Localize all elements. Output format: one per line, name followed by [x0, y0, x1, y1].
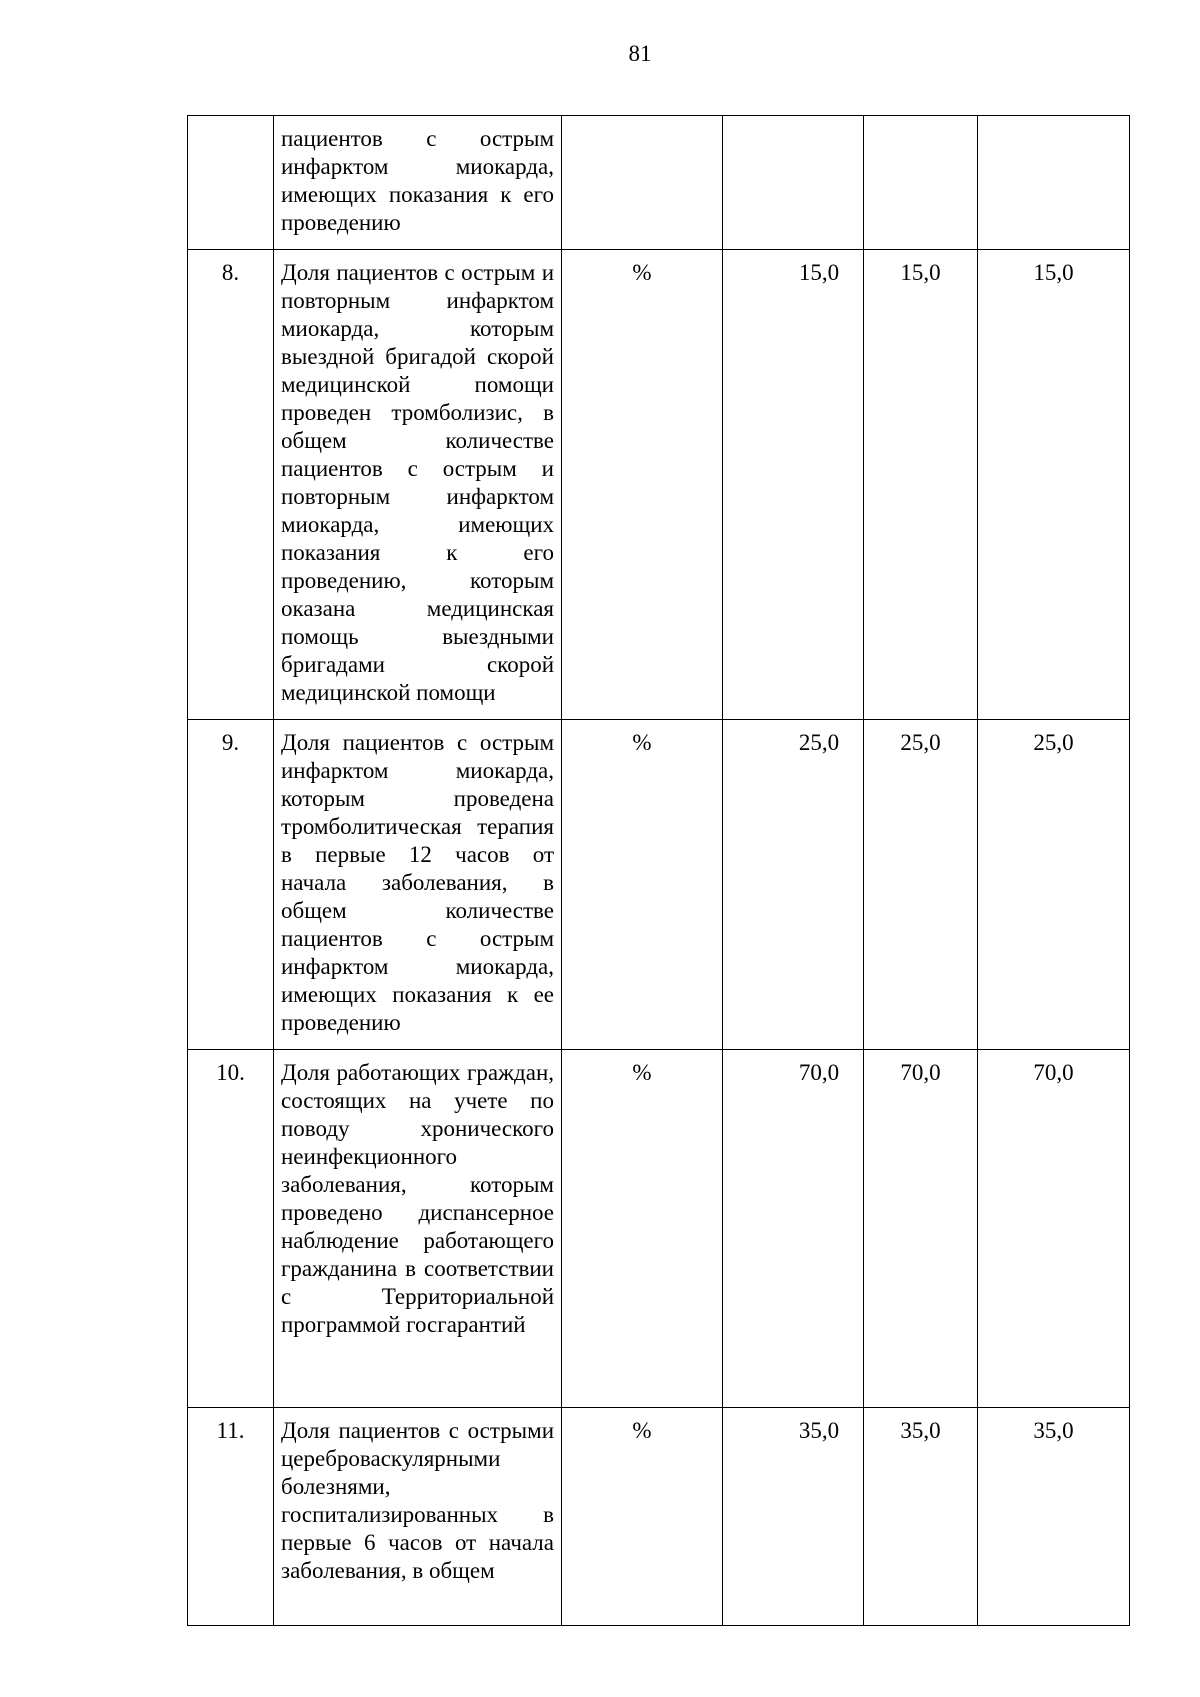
value-cell-3: 70,0 [978, 1050, 1130, 1408]
value-cell-3: 15,0 [978, 250, 1130, 720]
row-number: 9. [188, 720, 274, 1050]
unit-cell: % [562, 720, 723, 1050]
page-number: 81 [628, 41, 652, 66]
row-number [188, 116, 274, 250]
indicator-text: Доля работающих граждан, состоящих на учете по поводу хронического неинфекционного заболевания, которым проведено диспансерное наблюдение работающего гражданина в соответствии с Территориальной программой госгарантий [274, 1050, 562, 1408]
value-cell-1: 70,0 [723, 1050, 864, 1408]
row-number: 8. [188, 250, 274, 720]
value-cell-1: 35,0 [723, 1408, 864, 1626]
unit-cell: % [562, 1050, 723, 1408]
table-row [188, 250, 1130, 720]
value-cell-3 [978, 116, 1130, 250]
table-row [188, 1050, 1130, 1408]
value-cell-2: 35,0 [864, 1408, 978, 1626]
row-number: 10. [188, 1050, 274, 1408]
table-row [188, 1408, 1130, 1626]
row-number: 11. [188, 1408, 274, 1626]
unit-cell: % [562, 250, 723, 720]
value-cell-2: 15,0 [864, 250, 978, 720]
indicator-text: Доля пациентов с острым и повторным инфарктом миокарда, которым выездной бригадой скорой медицинской помощи проведен тромболизис, в общем количестве пациентов с острым и повторным инфарктом миокарда, имеющих показания к его проведению, которым оказана медицинская помощь выездными бригадами скорой медицинской помощи [274, 250, 562, 720]
value-cell-1: 25,0 [723, 720, 864, 1050]
value-cell-3: 25,0 [978, 720, 1130, 1050]
indicators-table [187, 115, 1130, 1626]
value-cell-1: 15,0 [723, 250, 864, 720]
indicator-text: пациентов с острым инфарктом миокарда, имеющих показания к его проведению [274, 116, 562, 250]
unit-cell [562, 116, 723, 250]
unit-cell: % [562, 1408, 723, 1626]
value-cell-2: 25,0 [864, 720, 978, 1050]
table-row [188, 720, 1130, 1050]
table-row [188, 116, 1130, 250]
value-cell-2 [864, 116, 978, 250]
value-cell-1 [723, 116, 864, 250]
indicator-text: Доля пациентов с острыми цереброваскулярными болезнями, госпитализированных в первые 6 часов от начала заболевания, в общем [274, 1408, 562, 1626]
value-cell-3: 35,0 [978, 1408, 1130, 1626]
indicator-text: Доля пациентов с острым инфарктом миокарда, которым проведена тромболитическая терапия в первые 12 часов от начала заболевания, в общем количестве пациентов с острым инфарктом миокарда, имеющих показания к ее проведению [274, 720, 562, 1050]
value-cell-2: 70,0 [864, 1050, 978, 1408]
